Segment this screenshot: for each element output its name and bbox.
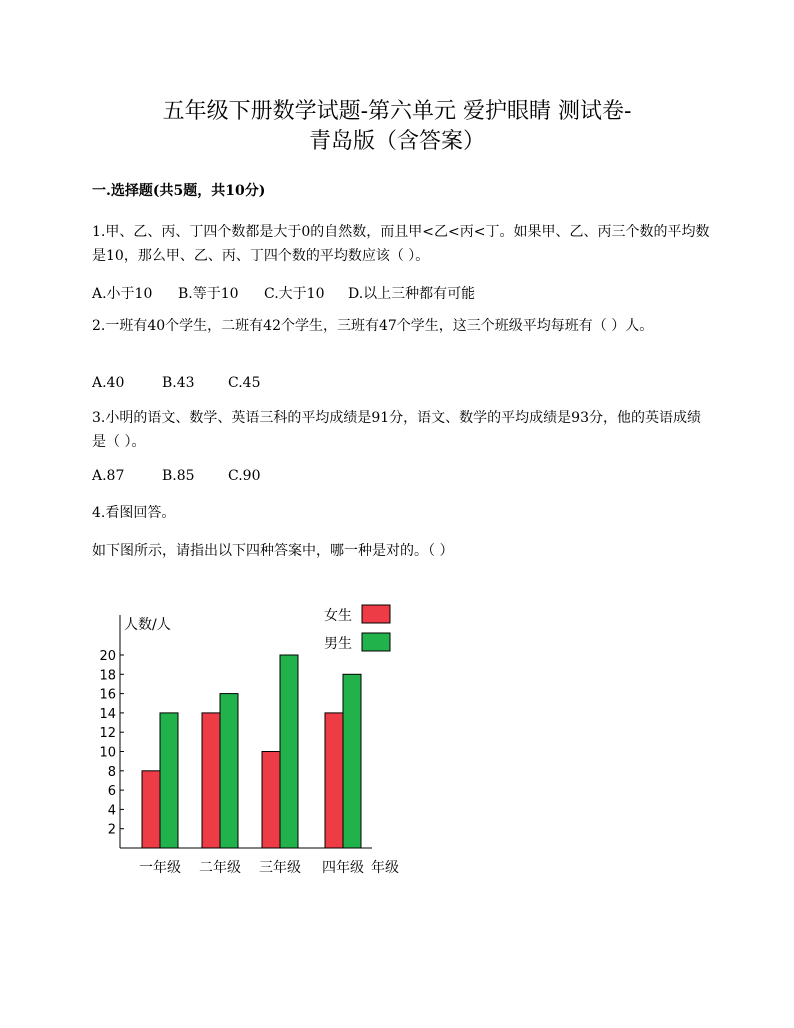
question-4-subtext: 如下图所示，请指出以下四种答案中，哪一种是对的。（ ）	[92, 543, 454, 559]
y-tick-label: 10	[99, 745, 116, 761]
question-2-text: 2.一班有40个学生，二班有42个学生，三班有47个学生，这三个班级平均每班有（ ）人。	[92, 318, 654, 334]
category-label: 二年级	[199, 860, 241, 876]
legend-label: 女生	[324, 608, 352, 624]
y-axis-label: 人数/人	[124, 617, 171, 633]
q2-option-c: C.45	[228, 375, 261, 391]
y-tick-label: 6	[107, 784, 116, 800]
y-tick-label: 14	[99, 706, 116, 722]
doc-title-line1: 五年级下册数学试题-第六单元 爱护眼睛 测试卷-	[162, 99, 632, 124]
q3-option-b: B.85	[162, 468, 195, 484]
y-tick-label: 8	[107, 764, 116, 780]
category-label: 一年级	[139, 860, 181, 876]
grade-bar-chart	[90, 590, 420, 890]
q1-option-c: C.大于10	[264, 286, 325, 302]
doc-title-line2: 青岛版（含答案）	[308, 129, 485, 154]
question-4-text: 4.看图回答。	[92, 505, 176, 521]
category-label: 四年级	[322, 860, 364, 876]
q3-option-c: C.90	[228, 468, 261, 484]
legend-swatch	[362, 633, 390, 651]
q1-option-d: D.以上三种都有可能	[348, 286, 476, 302]
x-axis-label: 年级	[371, 860, 399, 876]
bar-女生-四年级	[325, 713, 343, 848]
q1-option-a: A.小于10	[92, 286, 153, 302]
q2-option-b: B.43	[162, 375, 195, 391]
bar-男生-一年级	[160, 713, 178, 848]
question-2-options	[92, 375, 260, 391]
bar-女生-三年级	[262, 752, 280, 849]
question-1-options	[92, 283, 475, 303]
y-tick-label: 4	[107, 803, 116, 819]
y-tick-label: 20	[99, 649, 116, 664]
legend-swatch	[362, 605, 390, 623]
question-1-text: 1.甲、乙、丙、丁四个数都是大于0的自然数，而且甲<乙<丙<丁。如果甲、乙、丙三个数的平均数是10，那么甲、乙、丙、丁四个数的平均数应该（ ）。	[92, 224, 710, 264]
bar-男生-四年级	[343, 674, 361, 848]
legend-label: 男生	[324, 636, 352, 652]
y-tick-label: 18	[99, 668, 116, 684]
bar-女生-二年级	[202, 713, 220, 848]
bar-男生-三年级	[280, 655, 298, 848]
category-label: 三年级	[259, 860, 301, 876]
q1-option-b: B.等于10	[178, 286, 239, 302]
y-tick-label: 2	[107, 822, 116, 838]
question-3-text: 3.小明的语文、数学、英语三科的平均成绩是91分，语文、数学的平均成绩是93分，他的英语成绩是（ ）。	[92, 410, 701, 450]
bar-女生-一年级	[142, 771, 160, 848]
question-3-options	[92, 468, 260, 484]
q3-option-a: A.87	[92, 468, 125, 484]
y-tick-label: 16	[99, 687, 116, 703]
section-heading: 一.选择题(共5题，共10分)	[92, 183, 266, 199]
bar-男生-二年级	[220, 694, 238, 848]
q2-option-a: A.40	[92, 375, 125, 391]
y-tick-label: 12	[99, 726, 116, 742]
